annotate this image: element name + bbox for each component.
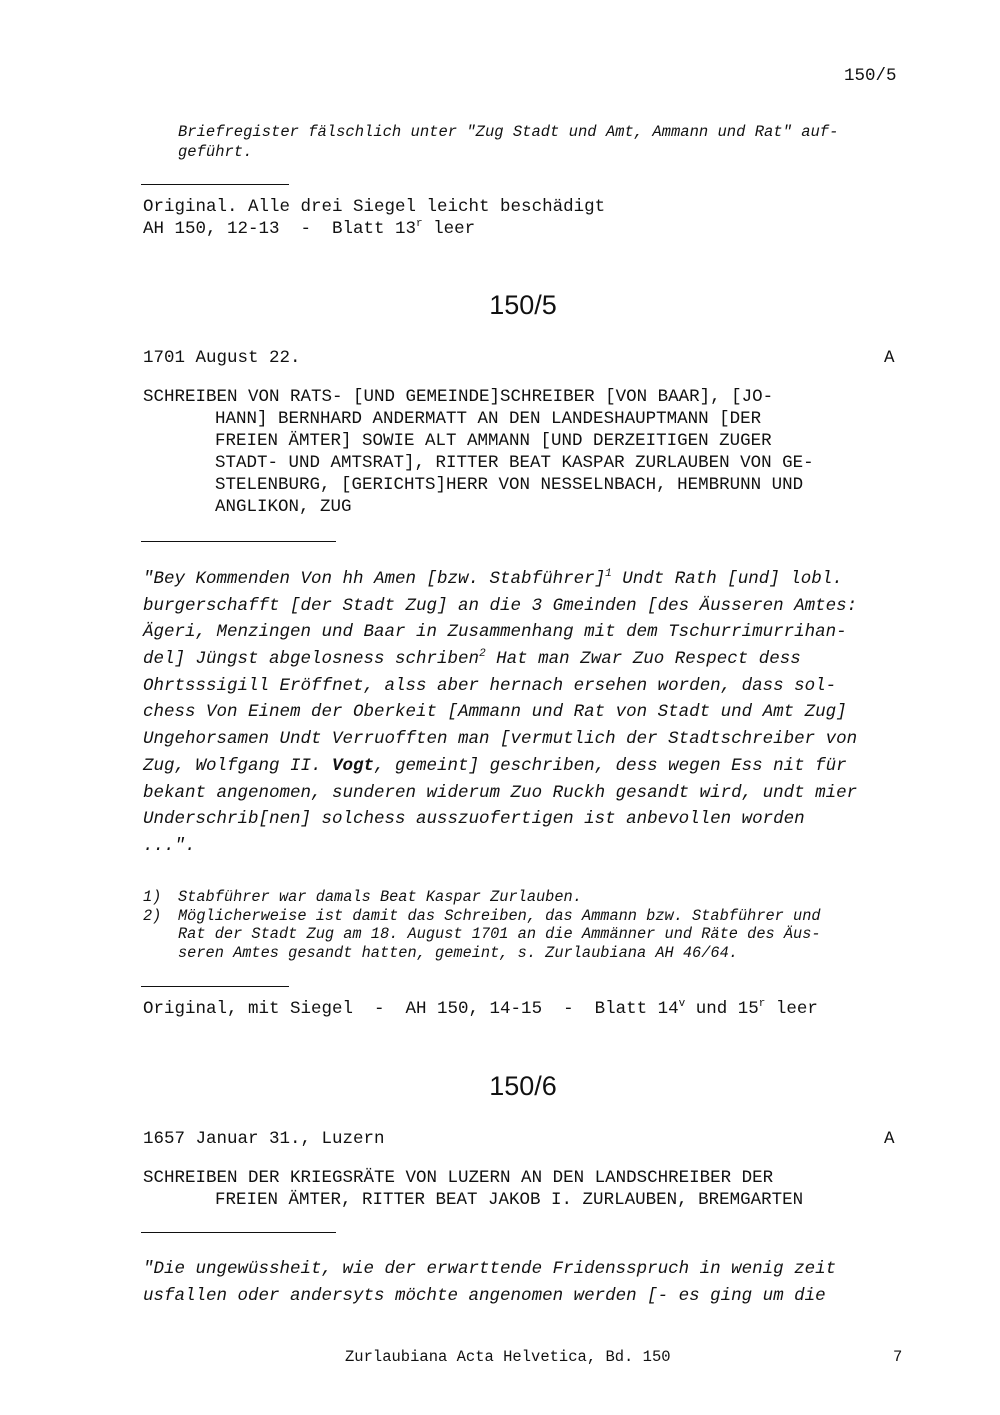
entry-number: 150/5: [489, 290, 557, 320]
footnotes: [143, 888, 821, 962]
entry-quote: [143, 566, 857, 860]
separator-rule: [141, 541, 336, 542]
quote-line: "Die ungewüssheit, wie der erwarttende Fridensspruch in wenig zeit: [143, 1259, 837, 1279]
quote-line: Underschrib[nen] solchess ausszuofertigen ist anbevollen worden: [143, 809, 805, 830]
quote-line: chess Von Einem der Oberkeit [Ammann und Rat von Stadt und Amt Zug]: [143, 702, 847, 723]
footnote-ref: 1: [605, 568, 612, 580]
quote-line: bekant angenomen, sunderen widerum Zuo Ruckh gesandt wird, undt mier: [143, 782, 858, 803]
source-text: leer: [422, 219, 476, 239]
quote-text: Hat man Zwar Zuo Respect dess: [485, 649, 801, 670]
title-line: FREIEN ÄMTER, RITTER BEAT JAKOB I. ZURLAUBEN, BREMGARTEN: [215, 1190, 804, 1210]
footnote-number: 1): [143, 888, 162, 906]
quote-line: burgerschafft [der Stadt Zug] an die 3 Gmeinden [des Äusseren Amtes:: [143, 595, 858, 616]
title-line: SCHREIBEN VON RATS- [UND GEMEINDE]SCHREIBER [VON BAAR], [JO-: [143, 387, 774, 407]
page-header-reference: 150/5: [844, 66, 897, 86]
emphasized-name: Vogt: [332, 755, 375, 776]
footnote-number: 2): [143, 906, 162, 925]
title-line: SCHREIBEN DER KRIEGSRÄTE VON LUZERN AN DEN LANDSCHREIBER DER: [143, 1168, 774, 1188]
title-line: STADT- UND AMTSRAT], RITTER BEAT KASPAR ZURLAUBEN VON GE-: [215, 453, 814, 473]
footnote-text: seren Amtes gesandt hatten, gemeint, s. Zurlaubiana AH 46/64.: [178, 943, 738, 962]
entry-title: [143, 386, 814, 518]
entry-quote: [143, 1256, 836, 1309]
entry-marker: A: [884, 1129, 895, 1149]
quote-line: ...".: [143, 835, 196, 856]
title-line: STELENBURG, [GERICHTS]HERR VON NESSELNBACH, HEMBRUNN UND: [215, 475, 804, 495]
title-line: FREIEN ÄMTER] SOWIE ALT AMMANN [UND DERZEITIGEN ZUGER: [215, 431, 772, 451]
footnote-ref: 2: [479, 648, 486, 661]
footnote-text: Rat der Stadt Zug am 18. August 1701 an die Ammänner und Räte des Äus-: [178, 925, 821, 943]
source-text: Original, mit Siegel - AH 150, 14-15 - Blatt 14: [143, 999, 679, 1019]
entry-date: 1657 Januar 31., Luzern: [143, 1129, 385, 1149]
quote-line: [143, 566, 857, 593]
footnote-item: [143, 907, 821, 926]
quote-line: [143, 753, 857, 780]
carryover-line: Briefregister fälschlich unter "Zug Stadt und Amt, Ammann und Rat" auf-: [178, 123, 839, 141]
quote-line: Ägeri, Menzingen und Baar in Zusammenhang mit dem Tschurrimurrihan-: [143, 622, 847, 643]
quote-text: Undt Rath [und] lobl.: [611, 569, 843, 589]
entry-marker: A: [884, 348, 895, 368]
source-line: Original. Alle drei Siegel leicht beschädigt: [143, 197, 606, 217]
quote-line: Ohrtsssigill Eröffnet, alss aber hernach ersehen worden, dass sol-: [143, 675, 837, 696]
footnote-text: Stabführer war damals Beat Kaspar Zurlauben.: [178, 888, 582, 906]
quote-text: , gemeint] geschriben, dess wegen Ess nit für: [374, 755, 847, 776]
footnote-item: [143, 888, 821, 907]
footer-page-number: 7: [893, 1348, 903, 1366]
folio-superscript: r: [416, 218, 423, 230]
folio-superscript: r: [758, 998, 766, 1010]
quote-line: [143, 646, 857, 673]
carryover-line: geführt.: [178, 142, 253, 161]
title-line: ANGLIKON, ZUG: [215, 497, 352, 517]
quote-text: del] Jüngst abgelosness schriben: [143, 649, 480, 670]
entry-source: [143, 999, 818, 1019]
footer-title: Zurlaubiana Acta Helvetica, Bd. 150: [345, 1348, 671, 1366]
footnote-text: Möglicherweise ist damit das Schreiben, das Ammann bzw. Stabführer und: [178, 906, 821, 925]
quote-text: Zug, Wolfgang II.: [143, 755, 333, 776]
entry-date: 1701 August 22.: [143, 348, 301, 368]
quote-text: "Bey Kommenden Von hh Amen [bzw. Stabführer]: [143, 569, 606, 589]
entry-title: [143, 1167, 803, 1211]
carryover-note: [178, 123, 838, 162]
separator-rule: [141, 1232, 336, 1233]
separator-rule: [141, 184, 289, 185]
source-text: und 15: [685, 999, 759, 1019]
quote-line: usfallen oder andersyts möchte angenomen werden [- es ging um die: [143, 1285, 826, 1306]
entry-number: 150/6: [489, 1071, 557, 1101]
source-text: AH 150, 12-13 - Blatt 13: [143, 219, 417, 239]
title-line: HANN] BERNHARD ANDERMATT AN DEN LANDESHAUPTMANN [DER: [215, 409, 762, 429]
quote-line: Ungehorsamen Undt Verruofften man [vermutlich der Stadtschreiber von: [143, 729, 858, 750]
separator-rule: [141, 986, 289, 987]
folio-superscript: v: [678, 998, 686, 1010]
carryover-source: [143, 196, 605, 240]
source-line: [143, 218, 605, 240]
source-text: leer: [765, 999, 818, 1019]
